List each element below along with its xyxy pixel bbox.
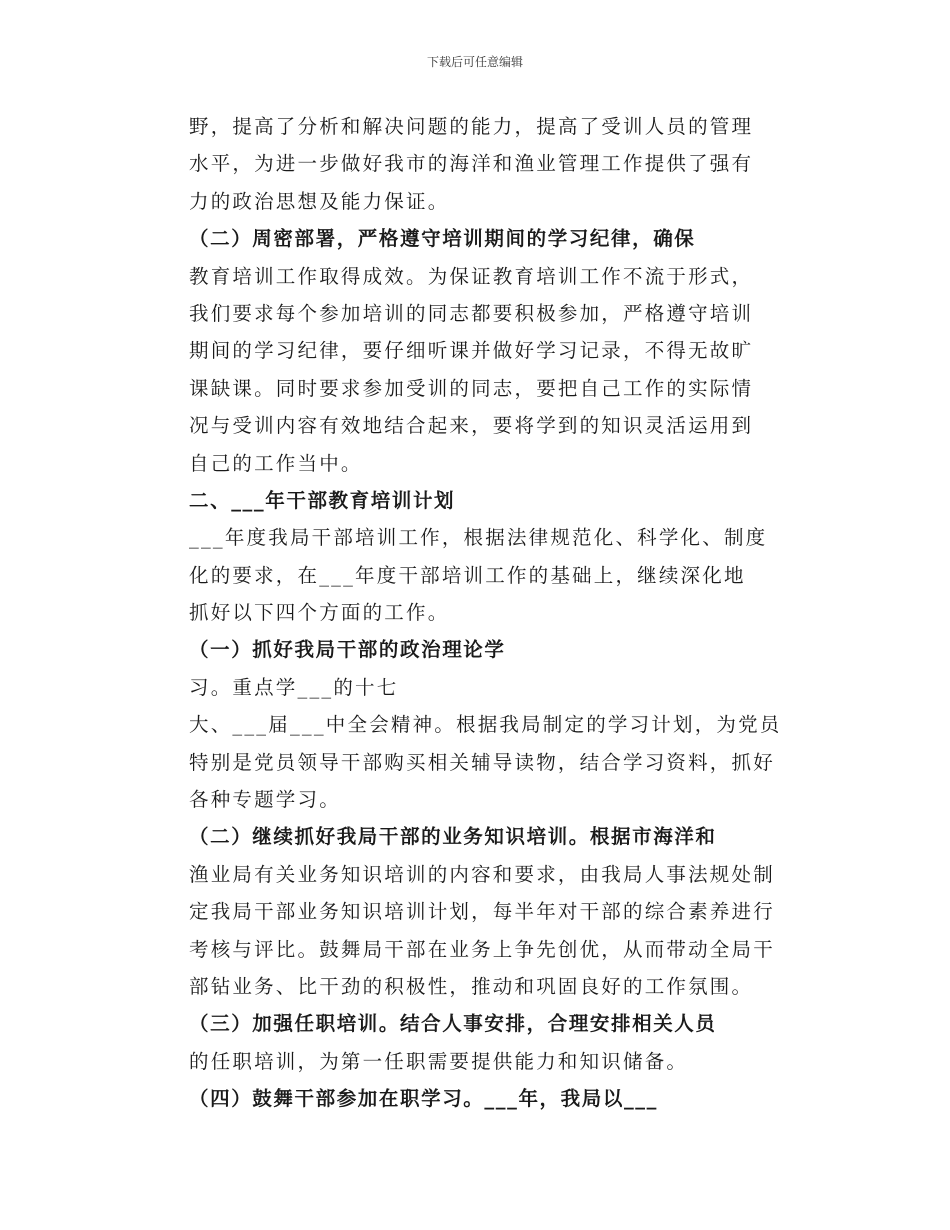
body-text-line: 抓好以下四个方面的工作。 [189, 601, 450, 625]
body-text-line: 我们要求每个参加培训的同志都要积极参加，严格遵守培训 [189, 301, 754, 325]
body-text-line: 课缺课。同时要求参加受训的同志，要把自己工作的实际情 [189, 376, 754, 400]
section-heading-line: 二、___年干部教育培训计划 [189, 488, 456, 512]
document-body [189, 108, 789, 1118]
section-heading-line: （二）周密部署，严格遵守培训期间的学习纪律，确保 [189, 227, 696, 251]
body-text-line: 力的政治思想及能力保证。 [189, 189, 450, 213]
body-text-line: 特别是党员领导干部购买相关辅导读物，结合学习资料，抓好 [189, 750, 775, 774]
section-heading-line: （二）继续抓好我局干部的业务知识培训。根据市海洋和 [189, 825, 717, 849]
page-header: 下载后可任意编辑 [426, 55, 523, 69]
section-heading-line: （三）加强任职培训。结合人事安排，合理安排相关人员 [189, 1012, 717, 1036]
body-text-line: 渔业局有关业务知识培训的内容和要求，由我局人事法规处制 [189, 862, 775, 886]
body-text-line: 的任职培训，为第一任职需要提供能力和知识储备。 [189, 1049, 689, 1073]
body-text-line: 野，提高了分析和解决问题的能力，提高了受训人员的管理 [189, 115, 754, 138]
body-text-line: 况与受训内容有效地结合起来，要将学到的知识灵活运用到 [189, 414, 754, 438]
body-text-line: 习。重点学___的十七 [189, 675, 399, 699]
body-text-line: ___年度我局干部培训工作，根据法律规范化、科学化、制度 [189, 526, 768, 550]
body-text-line: 化的要求，在___年度干部培训工作的基础上，继续深化地 [189, 563, 746, 587]
body-text-line: 大、___届___中全会精神。根据我局制定的学习计划，为党员 [189, 713, 782, 737]
body-text-line: 自己的工作当中。 [189, 451, 363, 475]
body-text-line: 部钻业务、比干劲的积极性，推动和巩固良好的工作氛围。 [189, 974, 754, 998]
body-text-line: 教育培训工作取得成效。为保证教育培训工作不流于形式， [189, 264, 754, 288]
body-text-line: 期间的学习纪律，要仔细听课并做好学习记录，不得无故旷 [189, 339, 754, 363]
body-text-line: 考核与评比。鼓舞局干部在业务上争先创优，从而带动全局干 [189, 937, 775, 961]
section-heading-line: （四）鼓舞干部参加在职学习。___年，我局以___ [189, 1087, 659, 1111]
body-text-line: 水平，为进一步做好我市的海洋和渔业管理工作提供了强有 [189, 152, 754, 176]
section-heading-line: （一）抓好我局干部的政治理论学 [189, 638, 506, 662]
body-text-line: 定我局干部业务知识培训计划，每半年对干部的综合素养进行 [189, 900, 775, 924]
body-text-line: 各种专题学习。 [189, 788, 341, 812]
